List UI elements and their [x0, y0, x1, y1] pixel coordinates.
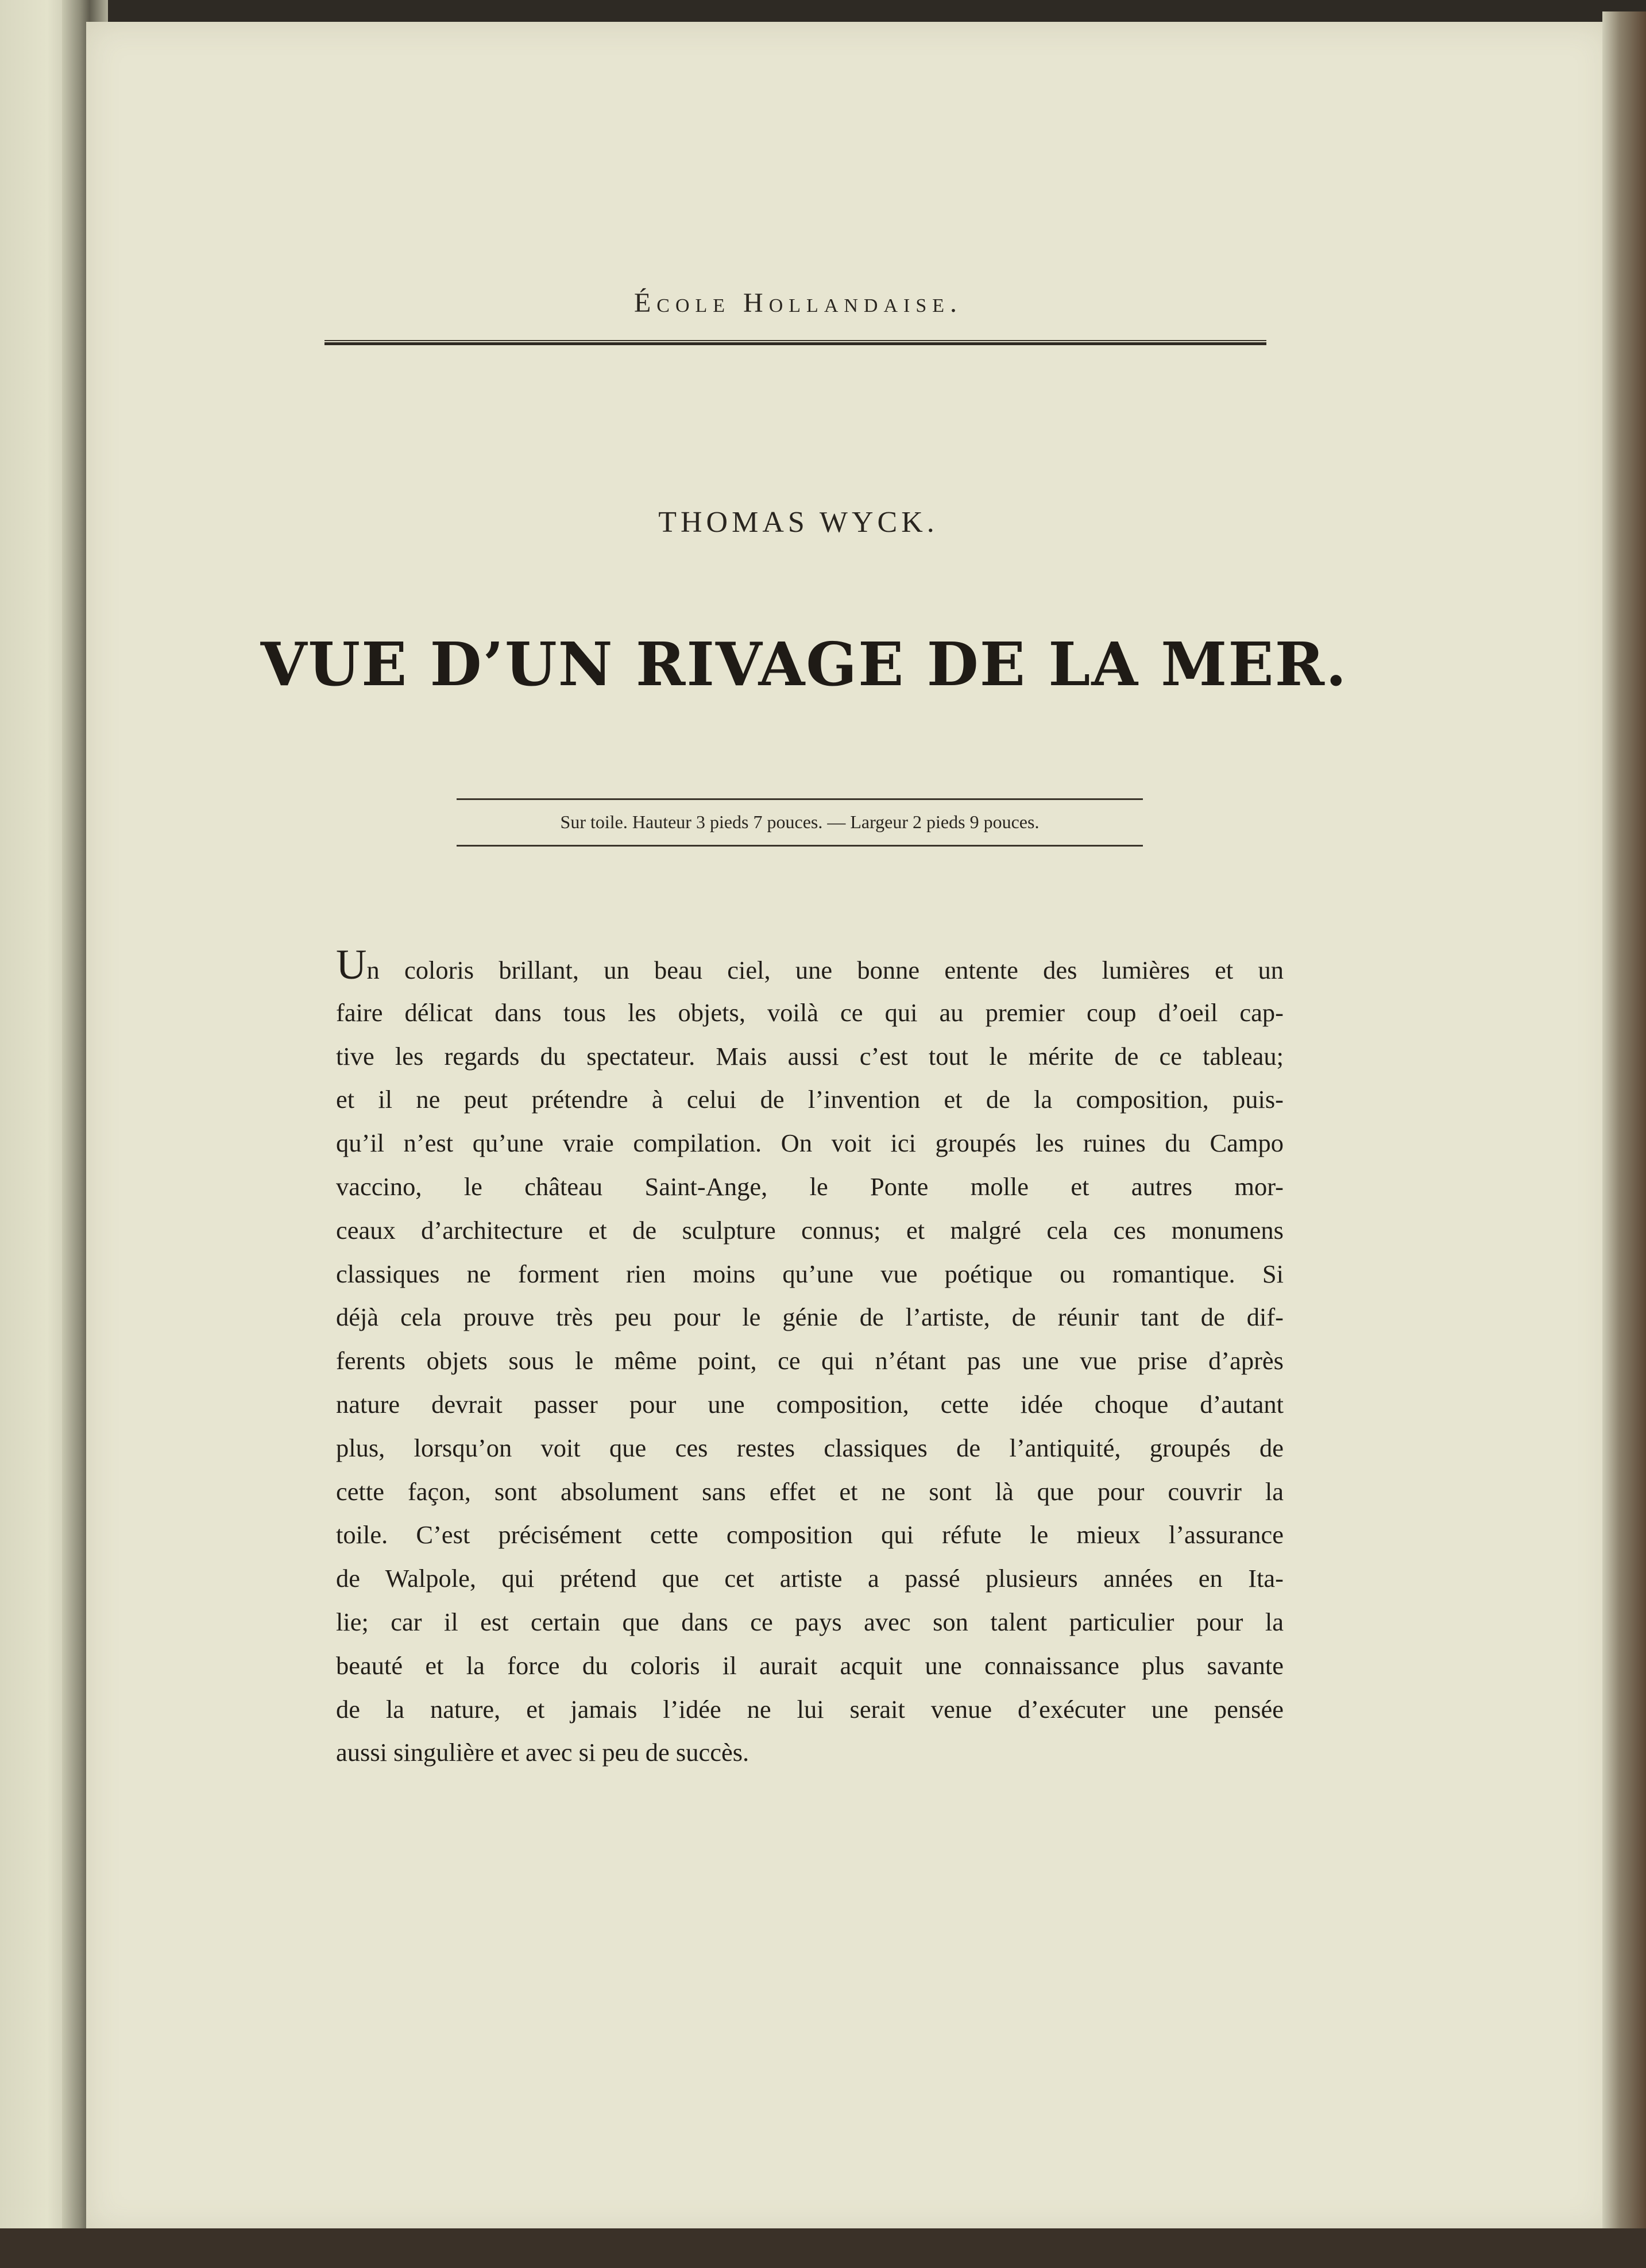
drop-cap: U [336, 948, 367, 988]
text-line: de la nature, et jamais l’idée ne lui serait venue d’exécuter une pensée [336, 1694, 1284, 1724]
scan-background [0, 2228, 1646, 2268]
text-line: qu’il n’est qu’une vraie compilation. On voit ici groupés les ruines du Campo [336, 1129, 1284, 1158]
body-paragraph [336, 948, 1284, 1775]
painting-dimensions: Sur toile. Hauteur 3 pieds 7 pouces. — Largeur 2 pieds 9 pouces. [560, 812, 1040, 832]
text-line: déjà cela prouve très peu pour le génie de l’artiste, de réunir tant de dif- [336, 1303, 1284, 1332]
text-line: aussi singulière et avec si peu de succès. [336, 1738, 749, 1767]
text-line: classiques ne forment rien moins qu’une vue poétique ou romantique. Si [336, 1259, 1284, 1288]
painter-name: THOMAS WYCK. [658, 506, 938, 539]
running-header: École Hollandaise. [633, 288, 963, 318]
painting-title: VUE D’UN RIVAGE DE LA MER. [260, 629, 1348, 700]
text-line: toile. C’est précisément cette composition qui réfute le mieux l’assurance [336, 1520, 1284, 1550]
text-line: faire délicat dans tous les objets, voilà ce qui au premier coup d’oeil cap- [336, 998, 1284, 1027]
text-line: cette façon, sont absolument sans effet et ne sont là que pour couvrir la [336, 1477, 1284, 1506]
text-line: vaccino, le château Saint-Ange, le Ponte molle et autres mor- [336, 1172, 1284, 1201]
text-line: plus, lorsqu’on voit que ces restes classiques de l’antiquité, groupés de [336, 1433, 1284, 1462]
text-line: ferents objets sous le même point, ce qui n’étant pas une vue prise d’après [336, 1346, 1284, 1376]
text-line [336, 948, 1284, 991]
text-line: ceaux d’architecture et de sculpture connus; et malgré cela ces monumens [336, 1215, 1284, 1245]
text-line: beauté et la force du coloris il aurait acquit une connaissance plus savante [336, 1651, 1284, 1680]
text-line: lie; car il est certain que dans ce pays avec son talent particulier pour la [336, 1607, 1284, 1636]
text-line: nature devrait passer pour une composition, cette idée choque d’autant [336, 1389, 1284, 1419]
dimensions-box [457, 798, 1143, 847]
text-line: tive les regards du spectateur. Mais aussi c’est tout le mérite de ce tableau; [336, 1041, 1284, 1071]
text-line: et il ne peut prétendre à celui de l’invention et de la composition, puis- [336, 1085, 1284, 1114]
text-line: de Walpole, qui prétend que cet artiste a passé plusieurs années en Ita- [336, 1564, 1284, 1593]
header-double-rule [324, 340, 1266, 345]
text-line-content: n coloris brillant, un beau ciel, une bonne entente des lumières et un [366, 956, 1284, 984]
right-page-edge [1602, 11, 1646, 2251]
